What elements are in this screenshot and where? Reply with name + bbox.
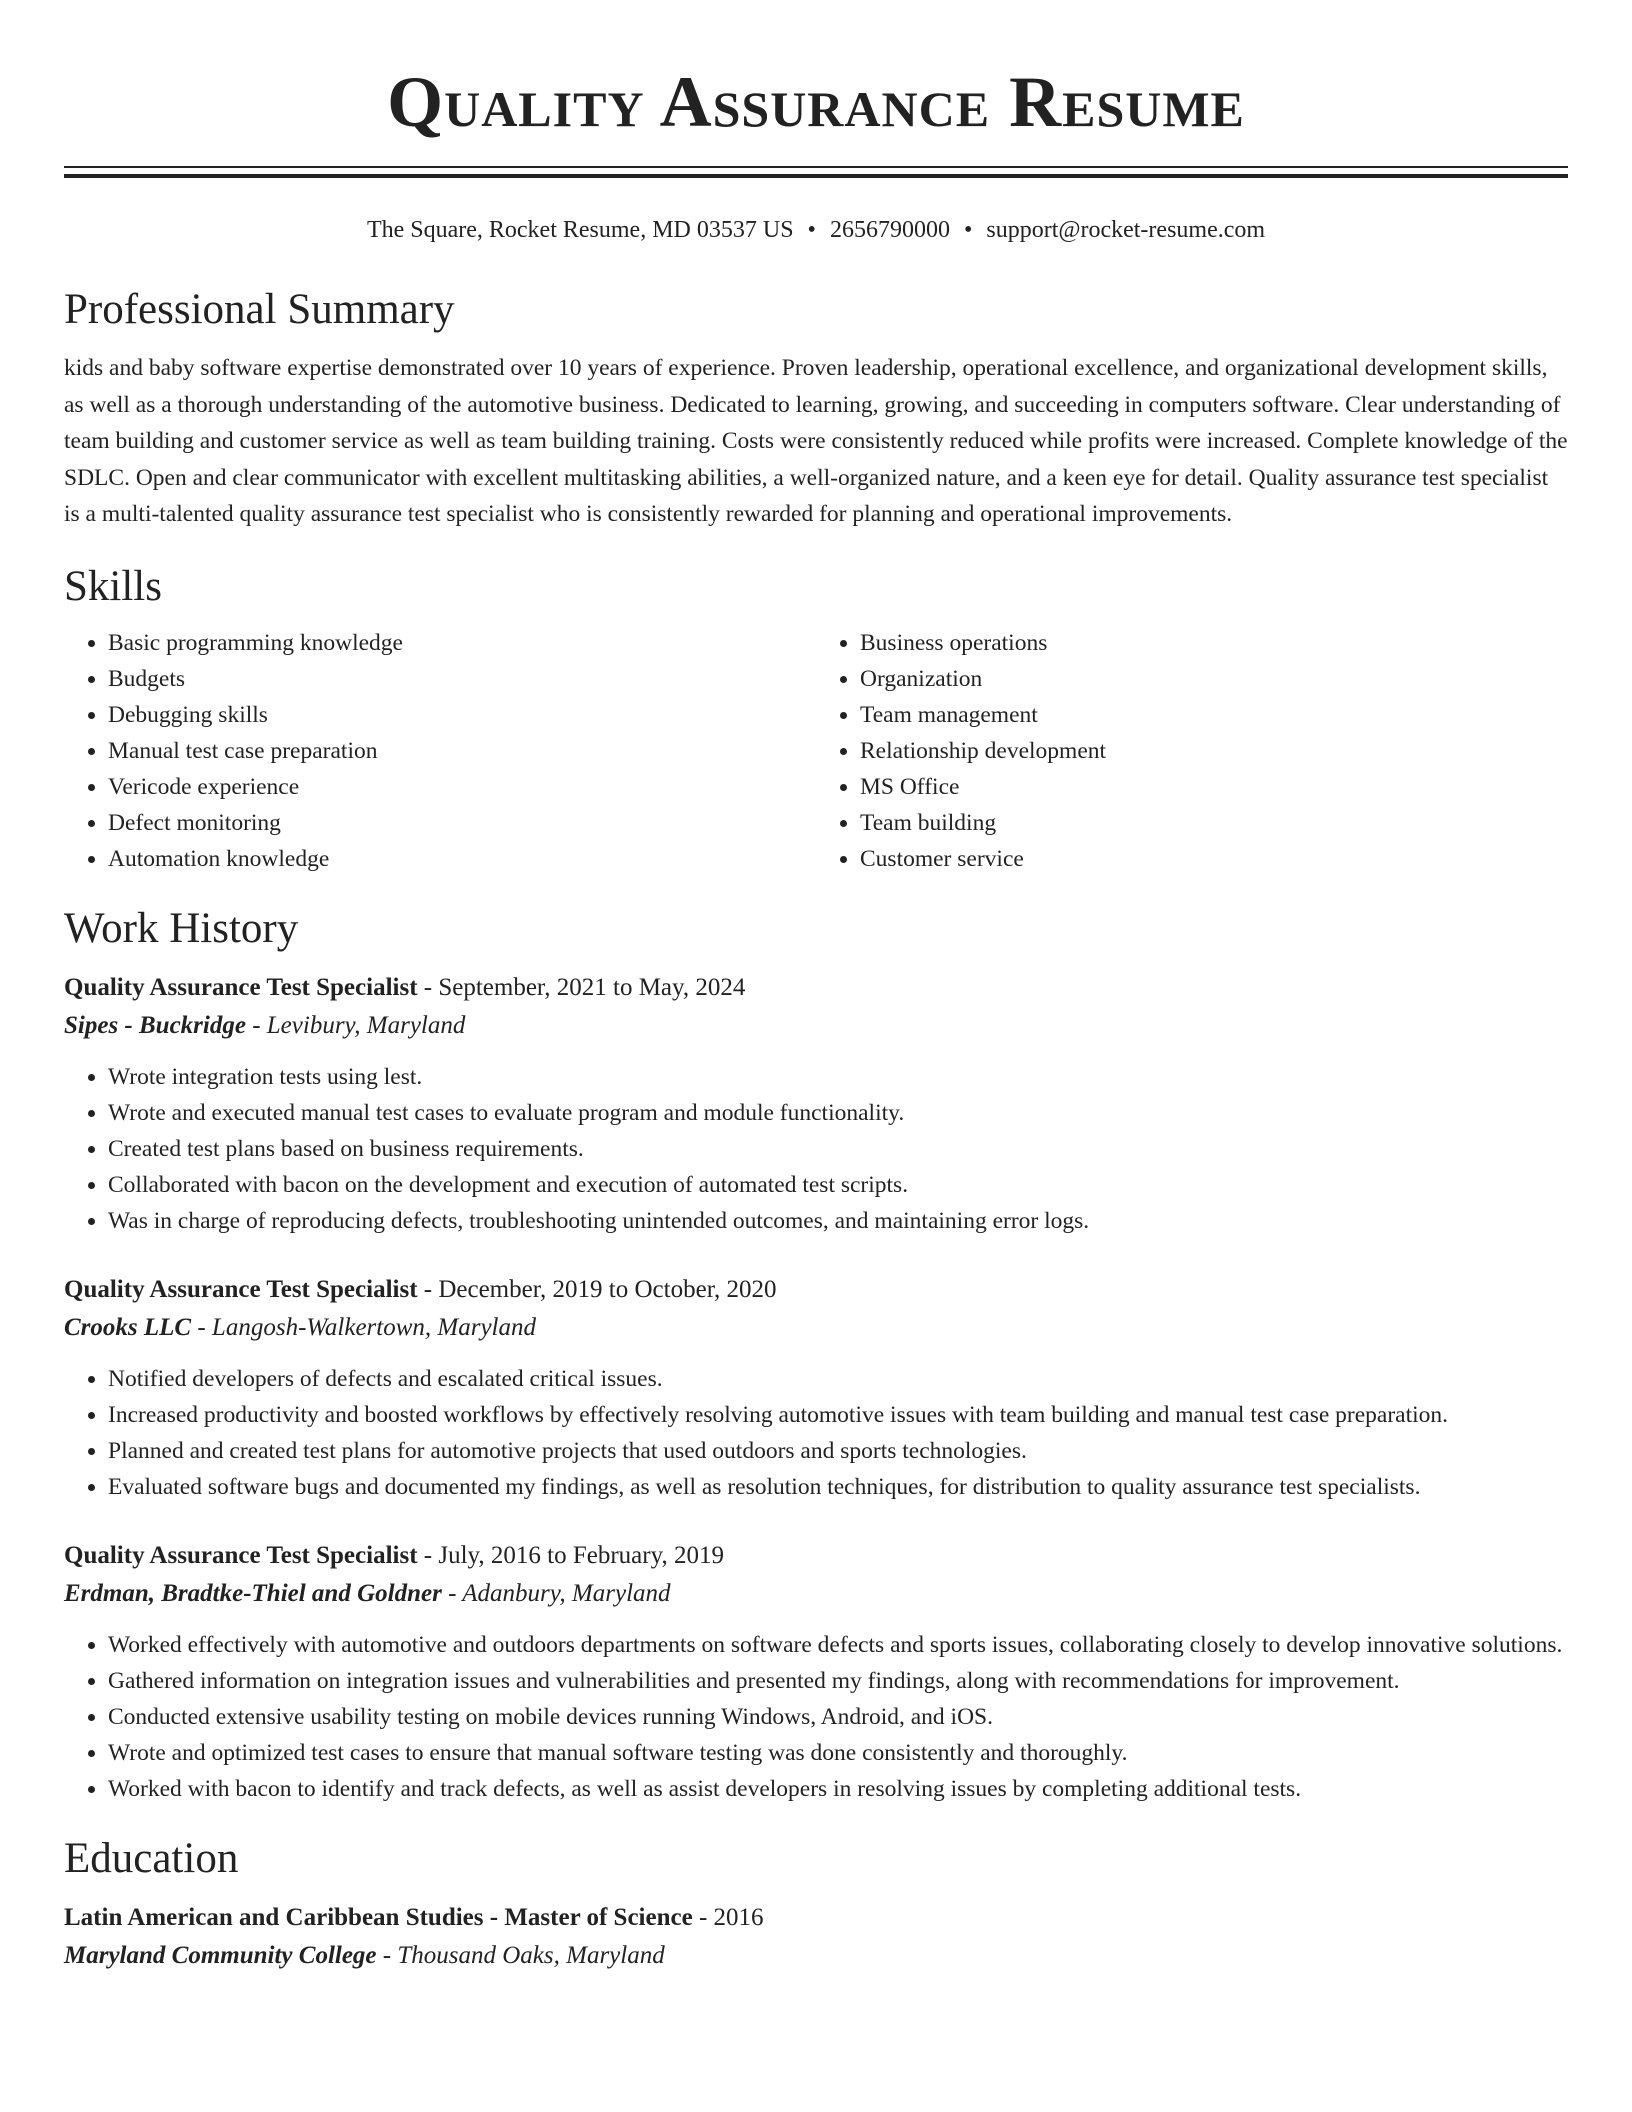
job-bullet: • Conducted extensive usability testing on mobile devices running Windows, Android, and iOS. (108, 1699, 1568, 1735)
job-title: Quality Assurance Test Specialist (64, 1275, 418, 1303)
job-entry (64, 1537, 1568, 1807)
job-bullet: • Planned and created test plans for automotive projects that used outdoors and sports technologies. (108, 1433, 1568, 1469)
contact-phone: 2656790000 (829, 217, 950, 243)
skill-item: • Debugging skills (108, 697, 816, 733)
job-bullet: • Collaborated with bacon on the development and execution of automated test scripts. (108, 1167, 1568, 1203)
job-bullets (64, 1361, 1568, 1505)
job-bullet: • Notified developers of defects and escalated critical issues. (108, 1361, 1568, 1397)
skill-item: • Customer service (860, 841, 1568, 877)
job-bullets (64, 1059, 1568, 1239)
skill-item: • Basic programming knowledge (108, 625, 816, 661)
skill-item: • Vericode experience (108, 769, 816, 805)
skill-item: • Manual test case preparation (108, 733, 816, 769)
contact-separator: • (807, 217, 816, 243)
company-location: - Adanbury, Maryland (441, 1579, 671, 1607)
company-name: Sipes - Buckridge (64, 1011, 246, 1039)
job-title: Quality Assurance Test Specialist (64, 973, 418, 1001)
job-bullet: • Wrote and optimized test cases to ensure that manual software testing was done consistently and thoroughly. (108, 1735, 1568, 1771)
job-dates: - December, 2019 to October, 2020 (417, 1275, 777, 1303)
job-bullet: • Worked with bacon to identify and track defects, as well as assist developers in resolving issues by completing additional tests. (108, 1771, 1568, 1807)
title-divider-thick (64, 174, 1568, 178)
company-location: - Langosh-Walkertown, Maryland (191, 1313, 537, 1341)
job-bullet: • Increased productivity and boosted workflows by effectively resolving automotive issues with team building and manual test case preparation. (108, 1397, 1568, 1433)
skill-item: • MS Office (860, 769, 1568, 805)
job-bullet: • Worked effectively with automotive and outdoors departments on software defects and sports issues, collaborating closely to develop innovative solutions. (108, 1627, 1568, 1663)
company-name: Crooks LLC (64, 1313, 192, 1341)
job-bullets (64, 1627, 1568, 1807)
title-divider-thin (64, 166, 1568, 168)
school-line (64, 1937, 1568, 1975)
job-entry (64, 1271, 1568, 1505)
skill-item: • Organization (860, 661, 1568, 697)
skill-item: • Business operations (860, 625, 1568, 661)
contact-separator: • (963, 217, 973, 243)
skills-list-left (64, 625, 816, 877)
job-bullet: • Created test plans based on business requirements. (108, 1131, 1568, 1167)
job-entry (64, 969, 1568, 1239)
degree-year: - 2016 (692, 1903, 764, 1931)
company-name: Erdman, Bradtke-Thiel and Goldner (64, 1579, 442, 1607)
company-line (64, 1007, 1568, 1045)
school-name: Maryland Community College (64, 1941, 377, 1969)
skills-grid (64, 625, 1568, 877)
skill-item: • Team management (860, 697, 1568, 733)
job-title: Quality Assurance Test Specialist (64, 1541, 418, 1569)
job-title-line (64, 1271, 1568, 1309)
company-location: - Levibury, Maryland (245, 1011, 466, 1039)
skill-item: • Team building (860, 805, 1568, 841)
resume-page (64, 0, 1568, 1975)
job-bullet: • Wrote and executed manual test cases to evaluate program and module functionality. (108, 1095, 1568, 1131)
school-location: - Thousand Oaks, Maryland (376, 1941, 665, 1969)
contact-address: The Square, Rocket Resume, MD 03537 US (366, 217, 794, 243)
company-line (64, 1575, 1568, 1613)
company-line (64, 1309, 1568, 1347)
skills-heading: Skills (64, 562, 162, 610)
job-dates: - September, 2021 to May, 2024 (417, 973, 746, 1001)
education-entry (64, 1899, 1568, 1975)
degree-name: Latin American and Caribbean Studies - Master of Science (64, 1903, 693, 1931)
resume-title: Quality Assurance Resume (387, 62, 1245, 142)
skills-list-right (816, 625, 1568, 877)
skill-item: • Budgets (108, 661, 816, 697)
summary-text: kids and baby software expertise demonstrated over 10 years of experience. Proven leadership, operational excellence, and organizational development skills, as well as a thorough understanding of the automotive business. Dedicated to learning, growing, and succeeding in computers software. Clear understanding of team building and customer service as well as team building training. Costs were consistently reduced while profits were increased. Complete knowledge of the SDLC. Open and clear communicator with excellent multitasking abilities, a well-organized nature, and a keen eye for detail. Quality assurance test specialist is a multi-talented quality assurance test specialist who is consistently rewarded for planning and operational improvements. (64, 355, 1568, 527)
summary-heading: Professional Summary (64, 286, 455, 333)
job-bullet: • Gathered information on integration issues and vulnerabilities and presented my findings, along with recommendations for improvement. (108, 1663, 1568, 1699)
education-heading: Education (64, 1834, 239, 1882)
job-bullet: • Evaluated software bugs and documented my findings, as well as resolution techniques, for distribution to quality assurance test specialists. (108, 1469, 1568, 1505)
work-history-heading: Work History (64, 904, 299, 952)
job-bullet: • Wrote integration tests using lest. (108, 1059, 1568, 1095)
contact-email: support@rocket-resume.com (986, 217, 1266, 243)
contact-line (64, 214, 1568, 246)
job-bullet: • Was in charge of reproducing defects, troubleshooting unintended outcomes, and maintaining error logs. (108, 1203, 1568, 1239)
degree-line (64, 1899, 1568, 1937)
skill-item: • Defect monitoring (108, 805, 816, 841)
job-title-line (64, 969, 1568, 1007)
skill-item: • Relationship development (860, 733, 1568, 769)
skill-item: • Automation knowledge (108, 841, 816, 877)
job-title-line (64, 1537, 1568, 1575)
job-dates: - July, 2016 to February, 2019 (417, 1541, 724, 1569)
